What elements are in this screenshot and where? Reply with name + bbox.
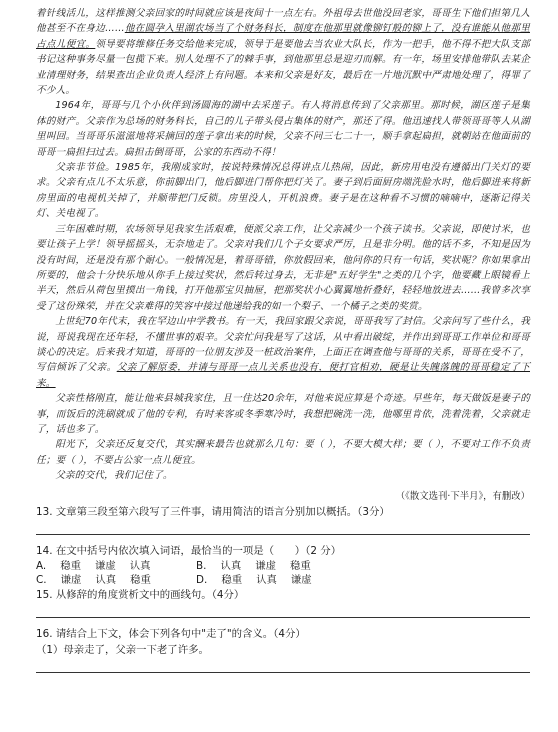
passage-paragraph-1: [36, 6, 530, 98]
passage-paragraph-4: 三年困难时期，农场领导见我家生活艰难，便派父亲工作，让父亲减少一个孩子读书。父亲说，即使讨米，也要让孩子上学！领导摇摇头，无奈地走了。父亲对我们几个子女要求严厉，且是非分明。他的话不多，不知是因为没有时间，还是没有那个耐心。一般情况是，着哥哥错，你放假回来，他问你的只有一句话，奖状呢？你如果拿出所要的，他会十分快乐地从你手上接过奖状，然后转过身去，无非是"五好学生"之类的几个字，他要藏上眼镜看上半天，然后从荷包里摸出一角钱，打开他那宝贝抽屉，把那奖状小心翼翼地折叠好，轻轻地放进去……我曾多次享受了这份殊荣，并在父亲难得的笑容中接过他递给我的如一个梨子、一个橘子之类的奖赏。: [36, 223, 530, 312]
answer-line-13[interactable]: [36, 520, 530, 535]
exam-page: [36, 6, 530, 675]
question-14: 14. 在文中括号内依次填入词语，最恰当的一项是（ ）（2 分）: [36, 544, 342, 557]
question-15: 15. 从修辞的角度赏析文中的画线句。（4分）: [36, 588, 245, 601]
question-14-options: [36, 559, 530, 587]
passage-paragraph-2: 1964年，哥哥与几个小伙伴到汤圆海的湖中去采莲子。有人将消息传到了父亲那里。那时候，湖区莲子是集体的财产。父亲作为总场的财务科长，自己的儿子带头侵占集体的财产，那还了得。他迅速找人带领哥哥等人从湖里叫回。当哥哥乐滋滋地将采摘回的莲子拿出来的时候，父亲不问三七二十一，顺手拿起扁担，就朝站在他面前的哥哥一扁担扫过去。扁担击倒哥哥，公家的东西动不得！: [36, 100, 530, 158]
underlined-sentence-2: 父亲了解原委，并请与哥哥一点儿关系也没有，便打官相劝，硬是让失魄落魄的哥哥稳定了下来。: [36, 362, 530, 389]
option-c[interactable]: C. 谦虚 认真 稳重: [36, 573, 151, 586]
passage-text: 上世纪70年代末，我在罕边山中学教书。有一天，我回家跟父亲说，哥哥我写了封信。父亲问写了些什么，我说，哥说我现在还年轻，不懂世事的艰辛。父亲忙问我是写了这话，从中看出破绽，并作出到哥哥工作单位和哥哥谈心的决定。后来我才知道，哥哥的一位朋友涉及一桩政治案件，上面正在调查他与哥哥的关系，哥哥在受不了，写信倾诉了父亲。: [36, 316, 530, 374]
passage-paragraph-6: 父亲性格刚直，能让他来县城我家住，且一住达20余年，对他来说应算是个奇迹。早些年，每天做饭是妻子的事，而饭后的洗刷就成了他的专利，有时来客或冬季寒冷时，我想把碗洗一洗，他哪里肯依，洗着洗着，父亲就走了，话也多了。: [36, 393, 530, 435]
option-b[interactable]: B. 认真 谦虚 稳重: [196, 559, 311, 572]
question-16: 16. 请结合上下文，体会下列各句中"走了"的含义。（4分）: [36, 627, 306, 640]
passage-text: 领导要将维修任务交给他来完成，领导于是要他去当农业大队长，作为一把手，他不得不把大队支部书记这种事务尽量一包揽下来。别人处理不了的棘手事，到他那里总是迎刃而解。有一年，场里安排他带队去某企业清理财务，结果查出企业负责人经济上有问题。本来和父亲是好友，最后在一片地沉默中严肃地处理了，得罪了不少人。: [36, 38, 530, 97]
answer-line-15[interactable]: [36, 603, 530, 618]
option-d[interactable]: D. 稳重 认真 谦虚: [196, 573, 312, 586]
passage-paragraph-8: 父亲的交代，我们记住了。: [55, 470, 173, 482]
passage-source: （《散文选刊·下半月》，有删改）: [395, 490, 530, 502]
passage-paragraph-3: 父亲非节俭。1985年，我刚成家时，按说特殊情况总得讲点儿热闹，因此，新房用电没有遵循出门关灯的要求。父亲有点儿不太乐意，你前脚出门，他后脚进门帮你把灯关了。妻子到后面厨房端洗脸水时，他后脚进来将新房里面的电视机关掉了，并顺带把门反锁。房里没人，开机浪费。妻子是在这种看不习惯的嘀嘀中，逐渐记得关灯、关电视了。: [36, 162, 530, 220]
option-a[interactable]: A. 稳重 谦虚 认真: [36, 559, 151, 572]
passage-paragraph-5: [36, 314, 530, 391]
passage-paragraph-7: 阳光下，父亲还反复交代，其实酬来最告也就那么几句：要（ ），不要大模大样；要（ ），不要对工作不负责任；要（ ），不要占公家一点儿便宜。: [36, 439, 530, 466]
answer-line-16[interactable]: [36, 658, 530, 673]
passage-text: 着针线活儿，这样推测父亲回家的时间就应该是夜间十一点左右。外祖母去世他没回老家，哥哥生下他们担第几人他甚至不在身边……: [36, 8, 530, 35]
question-13: 13. 文章第三段至第六段写了三件事，请用简洁的语言分别加以概括。（3分）: [36, 505, 390, 518]
question-16-item-1: （1）母亲走了，父亲一下老了许多。: [36, 643, 209, 656]
underlined-sentence-1: 他在圆孕入里湖农场当了个财务科长，制度在他那里就像铆钉般的铆上了，没有谁能从他那里占点儿便宜。: [36, 23, 530, 50]
